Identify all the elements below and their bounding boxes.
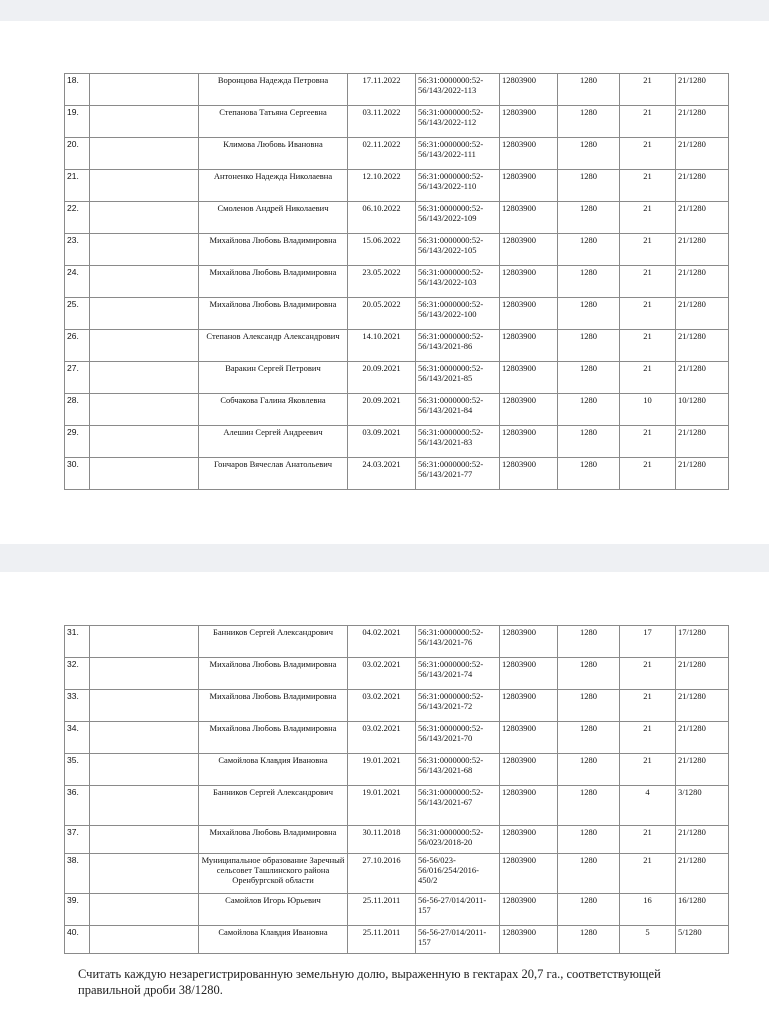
share-denominator: 1280	[558, 74, 620, 106]
empty-cell	[90, 754, 199, 786]
share-denominator: 1280	[558, 426, 620, 458]
table-body	[65, 74, 729, 490]
share-denominator: 1280	[558, 854, 620, 894]
share-numerator: 21	[620, 202, 676, 234]
row-number: 19.	[65, 106, 90, 138]
table-row	[65, 298, 729, 330]
empty-cell	[90, 202, 199, 234]
share-fraction: 21/1280	[676, 234, 729, 266]
owner-name: Самойлов Игорь Юрьевич	[199, 894, 348, 926]
land-area: 12803900	[500, 394, 558, 426]
share-fraction: 3/1280	[676, 786, 729, 826]
owner-name: Климова Любовь Ивановна	[199, 138, 348, 170]
empty-cell	[90, 298, 199, 330]
registration-date: 03.02.2021	[348, 690, 416, 722]
registration-number: 56-56-27/014/2011-157	[416, 926, 500, 954]
land-area: 12803900	[500, 202, 558, 234]
table-row	[65, 690, 729, 722]
share-denominator: 1280	[558, 754, 620, 786]
owner-name: Михайлова Любовь Владимировна	[199, 690, 348, 722]
land-area: 12803900	[500, 926, 558, 954]
table-row	[65, 170, 729, 202]
registration-number: 56:31:0000000:52-56/143/2021-86	[416, 330, 500, 362]
land-area: 12803900	[500, 330, 558, 362]
registration-number: 56:31:0000000:52-56/023/2018-20	[416, 826, 500, 854]
owner-name: Самойлова Клавдия Ивановна	[199, 926, 348, 954]
share-fraction: 21/1280	[676, 74, 729, 106]
land-area: 12803900	[500, 854, 558, 894]
table-row	[65, 626, 729, 658]
registration-date: 25.11.2011	[348, 926, 416, 954]
registration-number: 56:31:0000000:52-56/143/2021-84	[416, 394, 500, 426]
table-row	[65, 894, 729, 926]
registration-number: 56:31:0000000:52-56/143/2022-112	[416, 106, 500, 138]
land-area: 12803900	[500, 426, 558, 458]
table-row	[65, 234, 729, 266]
row-number: 22.	[65, 202, 90, 234]
registration-number: 56:31:0000000:52-56/143/2022-113	[416, 74, 500, 106]
share-fraction: 21/1280	[676, 426, 729, 458]
registration-number: 56:31:0000000:52-56/143/2021-76	[416, 626, 500, 658]
row-number: 36.	[65, 786, 90, 826]
row-number: 40.	[65, 926, 90, 954]
empty-cell	[90, 362, 199, 394]
empty-cell	[90, 394, 199, 426]
owner-name: Михайлова Любовь Владимировна	[199, 234, 348, 266]
owner-name: Банников Сергей Александрович	[199, 626, 348, 658]
share-fraction: 21/1280	[676, 658, 729, 690]
share-numerator: 21	[620, 690, 676, 722]
registration-date: 03.09.2021	[348, 426, 416, 458]
row-number: 24.	[65, 266, 90, 298]
share-denominator: 1280	[558, 330, 620, 362]
owner-name: Михайлова Любовь Владимировна	[199, 826, 348, 854]
registration-date: 12.10.2022	[348, 170, 416, 202]
share-numerator: 21	[620, 362, 676, 394]
table-row	[65, 202, 729, 234]
registration-date: 20.09.2021	[348, 362, 416, 394]
land-area: 12803900	[500, 362, 558, 394]
row-number: 33.	[65, 690, 90, 722]
registration-number: 56:31:0000000:52-56/143/2022-110	[416, 170, 500, 202]
share-denominator: 1280	[558, 826, 620, 854]
registration-number: 56:31:0000000:52-56/143/2022-100	[416, 298, 500, 330]
empty-cell	[90, 234, 199, 266]
share-fraction: 21/1280	[676, 690, 729, 722]
owner-name: Антоненко Надежда Николаевна	[199, 170, 348, 202]
owner-name: Алешин Сергей Андреевич	[199, 426, 348, 458]
registration-number: 56:31:0000000:52-56/143/2021-85	[416, 362, 500, 394]
land-area: 12803900	[500, 106, 558, 138]
share-numerator: 21	[620, 234, 676, 266]
row-number: 26.	[65, 330, 90, 362]
registration-date: 15.06.2022	[348, 234, 416, 266]
registration-number: 56:31:0000000:52-56/143/2021-70	[416, 722, 500, 754]
owner-name: Гончаров Вячеслав Анатольевич	[199, 458, 348, 490]
table-row	[65, 74, 729, 106]
empty-cell	[90, 786, 199, 826]
empty-cell	[90, 658, 199, 690]
table-row	[65, 394, 729, 426]
ownership-table	[64, 625, 729, 954]
registration-date: 19.01.2021	[348, 786, 416, 826]
land-area: 12803900	[500, 74, 558, 106]
row-number: 23.	[65, 234, 90, 266]
share-fraction: 21/1280	[676, 362, 729, 394]
registration-date: 06.10.2022	[348, 202, 416, 234]
registration-date: 30.11.2018	[348, 826, 416, 854]
row-number: 29.	[65, 426, 90, 458]
row-number: 21.	[65, 170, 90, 202]
table-row	[65, 426, 729, 458]
share-numerator: 21	[620, 426, 676, 458]
share-fraction: 21/1280	[676, 722, 729, 754]
registration-date: 19.01.2021	[348, 754, 416, 786]
share-numerator: 21	[620, 74, 676, 106]
empty-cell	[90, 138, 199, 170]
table-row	[65, 458, 729, 490]
share-denominator: 1280	[558, 894, 620, 926]
share-denominator: 1280	[558, 926, 620, 954]
share-denominator: 1280	[558, 138, 620, 170]
registration-date: 20.09.2021	[348, 394, 416, 426]
registration-number: 56:31:0000000:52-56/143/2021-77	[416, 458, 500, 490]
share-fraction: 21/1280	[676, 458, 729, 490]
row-number: 20.	[65, 138, 90, 170]
share-numerator: 16	[620, 894, 676, 926]
share-numerator: 10	[620, 394, 676, 426]
registration-date: 20.05.2022	[348, 298, 416, 330]
table-row	[65, 106, 729, 138]
land-area: 12803900	[500, 690, 558, 722]
table-row	[65, 926, 729, 954]
land-area: 12803900	[500, 722, 558, 754]
registration-date: 24.03.2021	[348, 458, 416, 490]
document-page-1	[0, 21, 769, 544]
document-page-2	[0, 572, 769, 1024]
owner-name: Банников Сергей Александрович	[199, 786, 348, 826]
share-numerator: 5	[620, 926, 676, 954]
share-denominator: 1280	[558, 106, 620, 138]
share-numerator: 17	[620, 626, 676, 658]
share-numerator: 21	[620, 658, 676, 690]
share-numerator: 21	[620, 826, 676, 854]
empty-cell	[90, 170, 199, 202]
share-fraction: 21/1280	[676, 106, 729, 138]
registration-date: 27.10.2016	[348, 854, 416, 894]
table-row	[65, 330, 729, 362]
table-row	[65, 266, 729, 298]
land-area: 12803900	[500, 170, 558, 202]
owner-name: Михайлова Любовь Владимировна	[199, 298, 348, 330]
land-area: 12803900	[500, 786, 558, 826]
share-denominator: 1280	[558, 362, 620, 394]
share-fraction: 21/1280	[676, 330, 729, 362]
empty-cell	[90, 854, 199, 894]
row-number: 32.	[65, 658, 90, 690]
empty-cell	[90, 626, 199, 658]
row-number: 34.	[65, 722, 90, 754]
empty-cell	[90, 894, 199, 926]
share-numerator: 21	[620, 266, 676, 298]
owner-name: Муниципальное образование Заречный сельсовет Ташлинского района Оренбургской области	[199, 854, 348, 894]
share-fraction: 21/1280	[676, 854, 729, 894]
registration-number: 56:31:0000000:52-56/143/2021-72	[416, 690, 500, 722]
registration-number: 56:31:0000000:52-56/143/2021-68	[416, 754, 500, 786]
share-fraction: 21/1280	[676, 754, 729, 786]
row-number: 35.	[65, 754, 90, 786]
land-area: 12803900	[500, 298, 558, 330]
row-number: 37.	[65, 826, 90, 854]
owner-name: Варакин Сергей Петрович	[199, 362, 348, 394]
row-number: 30.	[65, 458, 90, 490]
empty-cell	[90, 330, 199, 362]
land-area: 12803900	[500, 826, 558, 854]
share-fraction: 21/1280	[676, 202, 729, 234]
share-denominator: 1280	[558, 234, 620, 266]
share-numerator: 21	[620, 138, 676, 170]
share-denominator: 1280	[558, 266, 620, 298]
registration-date: 04.02.2021	[348, 626, 416, 658]
share-fraction: 21/1280	[676, 170, 729, 202]
owner-name: Воронцова Надежда Петровна	[199, 74, 348, 106]
land-area: 12803900	[500, 658, 558, 690]
owner-name: Степанов Александр Александрович	[199, 330, 348, 362]
share-denominator: 1280	[558, 394, 620, 426]
land-area: 12803900	[500, 626, 558, 658]
empty-cell	[90, 926, 199, 954]
share-fraction: 21/1280	[676, 138, 729, 170]
registration-date: 14.10.2021	[348, 330, 416, 362]
share-fraction: 21/1280	[676, 266, 729, 298]
table-row	[65, 722, 729, 754]
row-number: 38.	[65, 854, 90, 894]
share-numerator: 4	[620, 786, 676, 826]
registration-number: 56-56/023-56/016/254/2016-450/2	[416, 854, 500, 894]
owner-name: Степанова Татьяна Сергеевна	[199, 106, 348, 138]
owner-name: Собчакова Галина Яковлевна	[199, 394, 348, 426]
registration-number: 56:31:0000000:52-56/143/2022-103	[416, 266, 500, 298]
table-row	[65, 658, 729, 690]
table-row	[65, 362, 729, 394]
share-numerator: 21	[620, 458, 676, 490]
empty-cell	[90, 266, 199, 298]
registration-date: 03.02.2021	[348, 722, 416, 754]
share-denominator: 1280	[558, 658, 620, 690]
empty-cell	[90, 106, 199, 138]
owner-name: Михайлова Любовь Владимировна	[199, 266, 348, 298]
share-numerator: 21	[620, 722, 676, 754]
share-fraction: 10/1280	[676, 394, 729, 426]
share-fraction: 21/1280	[676, 826, 729, 854]
owner-name: Михайлова Любовь Владимировна	[199, 722, 348, 754]
land-area: 12803900	[500, 266, 558, 298]
empty-cell	[90, 690, 199, 722]
share-denominator: 1280	[558, 170, 620, 202]
share-denominator: 1280	[558, 458, 620, 490]
registration-number: 56:31:0000000:52-56/143/2021-83	[416, 426, 500, 458]
table-row	[65, 854, 729, 894]
share-denominator: 1280	[558, 690, 620, 722]
registration-date: 02.11.2022	[348, 138, 416, 170]
row-number: 28.	[65, 394, 90, 426]
land-area: 12803900	[500, 894, 558, 926]
owner-name: Самойлова Клавдия Ивановна	[199, 754, 348, 786]
row-number: 31.	[65, 626, 90, 658]
share-denominator: 1280	[558, 786, 620, 826]
land-area: 12803900	[500, 458, 558, 490]
table-body	[65, 626, 729, 954]
owner-name: Михайлова Любовь Владимировна	[199, 658, 348, 690]
share-denominator: 1280	[558, 626, 620, 658]
footnote-text: Считать каждую незарегистрированную земельную долю, выраженную в гектарах 20,7 га., соответствующей правильной дроби 38/1280.	[78, 967, 661, 997]
share-denominator: 1280	[558, 202, 620, 234]
share-fraction: 16/1280	[676, 894, 729, 926]
registration-date: 25.11.2011	[348, 894, 416, 926]
share-fraction: 17/1280	[676, 626, 729, 658]
land-area: 12803900	[500, 754, 558, 786]
table-row	[65, 826, 729, 854]
empty-cell	[90, 722, 199, 754]
empty-cell	[90, 826, 199, 854]
registration-date: 23.05.2022	[348, 266, 416, 298]
share-fraction: 5/1280	[676, 926, 729, 954]
share-numerator: 21	[620, 170, 676, 202]
table-row	[65, 754, 729, 786]
row-number: 27.	[65, 362, 90, 394]
owner-name: Смоленов Андрей Николаевич	[199, 202, 348, 234]
share-numerator: 21	[620, 106, 676, 138]
registration-date: 03.11.2022	[348, 106, 416, 138]
land-area: 12803900	[500, 138, 558, 170]
row-number: 39.	[65, 894, 90, 926]
table-row	[65, 138, 729, 170]
ownership-table	[64, 73, 729, 490]
registration-number: 56:31:0000000:52-56/143/2022-109	[416, 202, 500, 234]
land-area: 12803900	[500, 234, 558, 266]
registration-date: 17.11.2022	[348, 74, 416, 106]
share-denominator: 1280	[558, 722, 620, 754]
registration-number: 56:31:0000000:52-56/143/2021-74	[416, 658, 500, 690]
share-denominator: 1280	[558, 298, 620, 330]
registration-number: 56:31:0000000:52-56/143/2022-111	[416, 138, 500, 170]
share-numerator: 21	[620, 330, 676, 362]
table-row	[65, 786, 729, 826]
empty-cell	[90, 458, 199, 490]
empty-cell	[90, 426, 199, 458]
registration-date: 03.02.2021	[348, 658, 416, 690]
share-numerator: 21	[620, 298, 676, 330]
empty-cell	[90, 74, 199, 106]
share-fraction: 21/1280	[676, 298, 729, 330]
registration-number: 56:31:0000000:52-56/143/2021-67	[416, 786, 500, 826]
registration-number: 56:31:0000000:52-56/143/2022-105	[416, 234, 500, 266]
row-number: 18.	[65, 74, 90, 106]
share-numerator: 21	[620, 754, 676, 786]
share-numerator: 21	[620, 854, 676, 894]
row-number: 25.	[65, 298, 90, 330]
registration-number: 56-56-27/014/2011-157	[416, 894, 500, 926]
